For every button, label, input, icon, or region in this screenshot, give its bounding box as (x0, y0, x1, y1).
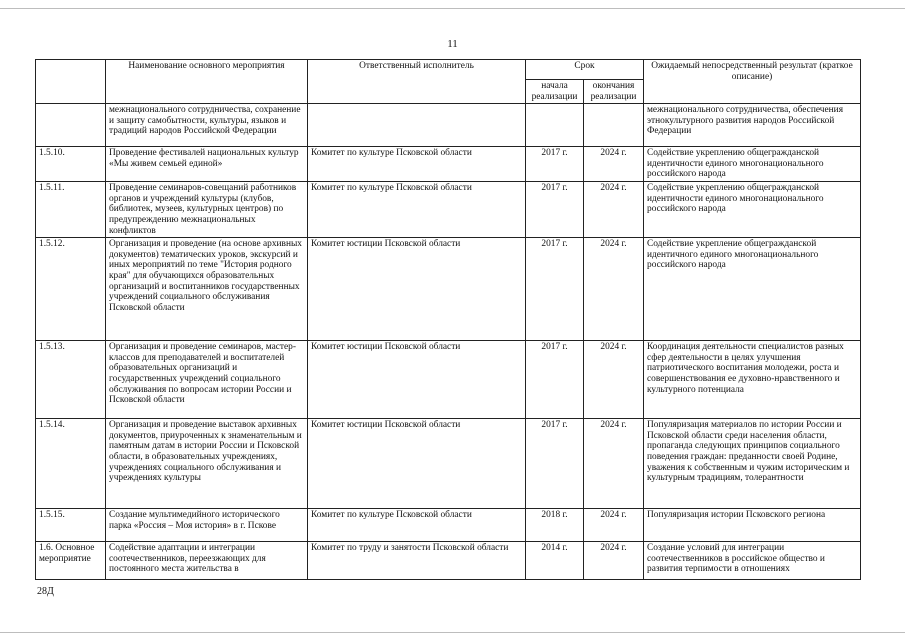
table-row (36, 419, 861, 509)
row-end: 2024 г. (584, 238, 644, 341)
row-activity: межнационального сотрудничества, сохранение и защиту самобытности, культуры, языков и традиций народов Российской Федерации (106, 104, 308, 147)
header-start: начала реализации (526, 80, 584, 104)
activities-table (35, 59, 861, 580)
row-start: 2017 г. (526, 182, 584, 238)
table-row (36, 509, 861, 542)
row-executor: Комитет по культуре Псковской области (308, 147, 526, 182)
row-activity: Организация и проведение выставок архивных документов, приуроченных к знаменательным и памятным датам в истории России и Псковской области, в образовательных учреждениях, учреждениях социального обслуживания и учреждениях культуры (106, 419, 308, 509)
table-row (36, 182, 861, 238)
scan-edge-bottom (0, 632, 905, 633)
row-result: межнационального сотрудничества, обеспечения этнокультурного развития народов Российской Федерации (644, 104, 861, 147)
row-result: Содействие укрепление общегражданской идентичного единого многонационального российского народа (644, 238, 861, 341)
header-executor: Ответственный исполнитель (308, 60, 526, 104)
row-number: 1.5.14. (36, 419, 106, 509)
row-end: 2024 г. (584, 182, 644, 238)
row-executor: Комитет по культуре Псковской области (308, 182, 526, 238)
row-start: 2017 г. (526, 147, 584, 182)
row-number (36, 104, 106, 147)
table-row (36, 147, 861, 182)
row-start: 2017 г. (526, 341, 584, 419)
row-number: 1.5.13. (36, 341, 106, 419)
row-executor: Комитет юстиции Псковской области (308, 419, 526, 509)
row-activity: Создание мультимедийного исторического парка «Россия – Моя история» в г. Пскове (106, 509, 308, 542)
table-row (36, 104, 861, 147)
row-executor: Комитет по труду и занятости Псковской области (308, 542, 526, 580)
row-result: Координация деятельности специалистов разных сфер деятельности в целях улучшения патриотического воспитания молодежи, роста и совершенствования ее духовно-нравственного и культурного потенциала (644, 341, 861, 419)
row-activity: Содействие адаптации и интеграции соотечественников, переезжающих для постоянного места жительства в (106, 542, 308, 580)
row-end: 2024 г. (584, 542, 644, 580)
row-executor (308, 104, 526, 147)
row-result: Популяризация материалов по истории России и Псковской области среди населения области, пропаганда следующих принципов социального поведения граждан: преданности своей Родине, уважения к собственным и чужим историческим и культурным традициям, толерантности (644, 419, 861, 509)
row-number: 1.6. Основное мероприятие (36, 542, 106, 580)
row-end (584, 104, 644, 147)
page-number: 11 (447, 38, 458, 50)
row-result: Создание условий для интеграции соотечественников в российское общество и развития терпимости в отношениях (644, 542, 861, 580)
row-activity: Проведение семинаров-совещаний работников органов и учреждений культуры (клубов, библиотек, музеев, культурных центров) по предупреждению межнациональных конфликтов (106, 182, 308, 238)
header-name: Наименование основного мероприятия (106, 60, 308, 104)
row-activity: Проведение фестивалей национальных культур «Мы живем семьей единой» (106, 147, 308, 182)
row-number: 1.5.12. (36, 238, 106, 341)
row-result: Содействие укреплению общегражданской идентичности единого многонационального российского народа (644, 182, 861, 238)
row-end: 2024 г. (584, 419, 644, 509)
row-end: 2024 г. (584, 341, 644, 419)
row-end: 2024 г. (584, 147, 644, 182)
header-term: Срок (526, 60, 644, 80)
row-result: Содействие укреплению общегражданской идентичности единого многонационального российского народа (644, 147, 861, 182)
row-start (526, 104, 584, 147)
row-start: 2017 г. (526, 238, 584, 341)
row-activity: Организация и проведение семинаров, мастер-классов для преподавателей и воспитателей образовательных организаций и государственных учреждений социального обслуживания по вопросам истории России и Псковской области (106, 341, 308, 419)
row-executor: Комитет юстиции Псковской области (308, 341, 526, 419)
header-result: Ожидаемый непосредственный результат (краткое описание) (644, 60, 861, 104)
header-end: окончания реализации (584, 80, 644, 104)
row-start: 2018 г. (526, 509, 584, 542)
row-executor: Комитет по культуре Псковской области (308, 509, 526, 542)
table-row (36, 238, 861, 341)
row-result: Популяризация истории Псковского региона (644, 509, 861, 542)
row-number: 1.5.10. (36, 147, 106, 182)
row-start: 2014 г. (526, 542, 584, 580)
header-number (36, 60, 106, 104)
row-end: 2024 г. (584, 509, 644, 542)
row-activity: Организация и проведение (на основе архивных документов) тематических уроков, экскурсий и иных мероприятий по теме "История родного края" для обучающихся образовательных организаций и воспитанников государственных учреждений социального обслуживания Псковской области (106, 238, 308, 341)
table-row (36, 341, 861, 419)
row-number: 1.5.15. (36, 509, 106, 542)
table-row (36, 542, 861, 580)
scan-edge-top (0, 8, 905, 9)
row-executor: Комитет юстиции Псковской области (308, 238, 526, 341)
row-number: 1.5.11. (36, 182, 106, 238)
row-start: 2017 г. (526, 419, 584, 509)
document-code: 28Д (37, 586, 54, 597)
